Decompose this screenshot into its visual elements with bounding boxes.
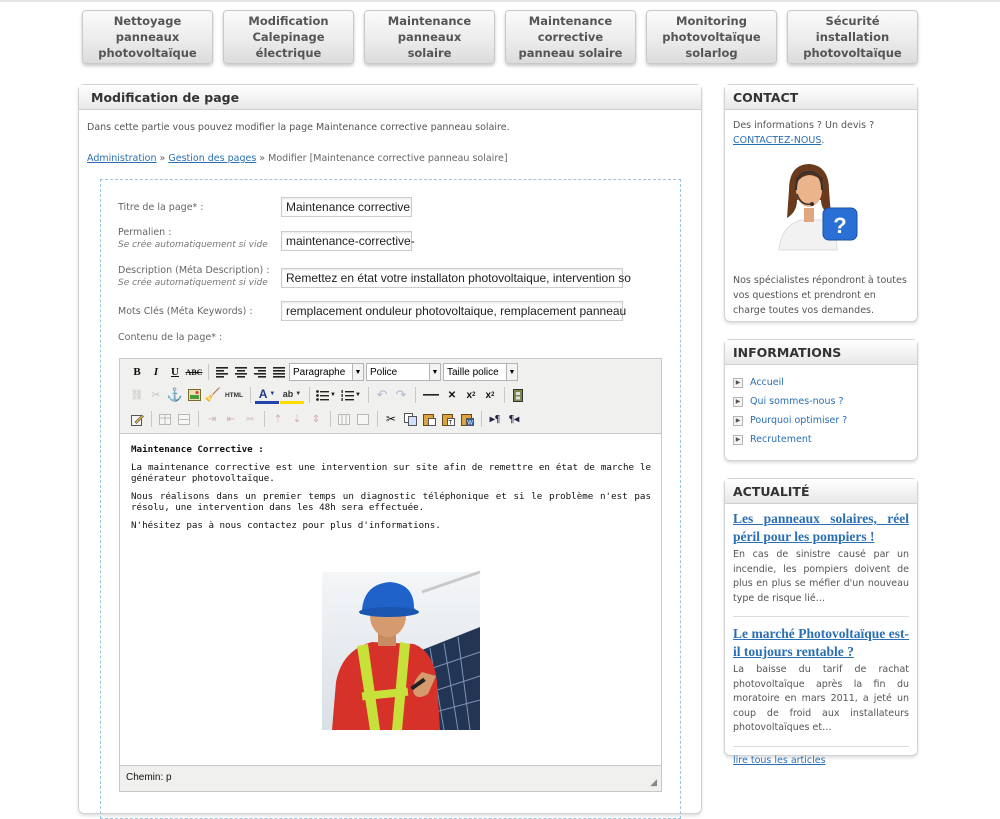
strikethrough-icon[interactable]: ABC [185,367,203,377]
content-heading: Maintenance Corrective : [131,444,264,455]
toolbar-separator [481,411,482,427]
align-justify-icon[interactable] [270,363,288,381]
svg-text:?: ? [833,213,847,238]
contact-title: CONTACT [725,85,917,110]
toolbar-separator [151,411,152,427]
toolbar-row-1 [128,362,520,382]
horizontal-rule-icon[interactable] [420,386,442,404]
highlight-color-icon[interactable]: ab ▼ [280,387,304,404]
breadcrumb-gestion-pages[interactable]: Gestion des pages [168,153,257,164]
row-after-icon[interactable]: ⇤ [226,413,236,425]
nav-maintenance-panneaux[interactable]: Maintenance panneaux solaire [364,10,495,64]
remove-format-icon[interactable]: ✕ [447,389,457,401]
redo-icon[interactable]: ↷ [395,387,407,402]
permalink-label [118,227,268,250]
paste-text-icon[interactable] [439,410,457,428]
anchor-icon[interactable]: ⚓ [166,387,184,402]
media-icon[interactable] [509,386,527,404]
text-color-icon[interactable]: A ▼ [255,387,279,404]
nav-monitoring[interactable]: Monitoring photovoltaïque solarlog [646,10,777,64]
table-icon[interactable] [156,410,174,428]
news-excerpt-1: En cas de sinistre causé par un incendie, les pompiers doivent de plus en plus se méfier d'un nouveau type de risque lié… [733,549,909,604]
informations-list [725,365,917,449]
intro-text: Dans cette partie vous pouvez modifier la page Maintenance corrective panneau solaire. [87,122,510,133]
nav-calepinage[interactable]: Modification Calepinage électrique [223,10,354,64]
permalink-input[interactable]: maintenance-corrective- [281,231,412,251]
edit-form [100,179,681,819]
toolbar-separator [208,364,209,380]
permalink-hint: Se crée automatiquement si vide [118,240,268,250]
contact-link[interactable]: CONTACTEZ-NOUS [733,135,822,146]
info-link-label: Accueil [750,377,784,388]
description-hint: Se crée automatiquement si vide [118,278,268,288]
description-input[interactable]: Remettez en état votre installaton photovoltaique, intervention so [281,268,623,288]
rtl-icon[interactable]: ¶◂ [508,413,520,425]
align-center-icon[interactable] [232,363,250,381]
info-link-accueil[interactable] [733,373,909,392]
svg-text:W: W [466,420,473,426]
subscript-icon[interactable]: x 2 [466,389,476,401]
title-label: Titre de la page* : [118,202,204,213]
chevron-down-icon: ▼ [330,392,336,398]
news-title-2[interactable]: Le marché Photovoltaïque est-il toujours rentable ? [733,626,909,659]
toolbar-row-3 [128,409,524,429]
row-before-icon[interactable]: ⇥ [207,413,217,425]
contact-intro [725,110,917,156]
chevron-right-icon: ▶ [733,435,743,445]
rich-text-editor [119,358,662,792]
editor-path: Chemin: p [126,772,172,783]
technician-photo [322,572,480,730]
actualite-box [724,478,918,766]
format-select[interactable] [289,363,364,381]
col-after-icon[interactable]: ⇣ [292,413,302,425]
toolbar-separator [198,411,199,427]
cut-icon[interactable]: ✂ [385,411,397,426]
actualite-title: ACTUALITÉ [725,479,917,504]
toolbar-separator [377,411,378,427]
toolbar-separator [250,387,251,403]
news-divider [733,616,909,617]
merge-cells-icon[interactable] [354,410,372,428]
editor-toolbar [120,359,661,434]
chevron-down-icon: ▼ [506,364,517,380]
content-paragraph-1: La maintenance corrective est une intervention sur site afin de remettre en état de marche le générateur photovoltaïque. [131,462,651,484]
chevron-down-icon: ▼ [355,392,361,398]
copy-icon[interactable] [401,410,419,428]
chevron-down-icon: ▼ [269,390,276,397]
breadcrumb-administration[interactable]: Administration [87,153,157,164]
font-size-select[interactable] [443,363,518,381]
contact-box [724,84,918,322]
link-icon[interactable]: ⛓ [130,389,144,401]
italic-icon[interactable]: I [153,366,159,378]
panel-title: Modification de page [79,85,701,110]
toolbar-row-2 [128,385,528,405]
chevron-right-icon: ▶ [733,416,743,426]
read-all-articles-link[interactable]: lire tous les articles [733,754,826,766]
contact-line1: Des informations ? Un devis ? [733,120,875,131]
permalink-label-text: Permalien : [118,227,172,238]
cleanup-icon[interactable]: 🧹 [204,387,222,402]
news-excerpt-2: La baisse du tarif de rachat photovoltaïque après la fin du moratoire en mars 2011, a jeté un coup de froid aux installateurs photovoltaïques et… [733,664,909,733]
info-link-label: Pourquoi optimiser ? [750,415,848,426]
bullet-list-icon[interactable] [314,386,338,404]
contact-body: Nos spécialistes répondront à toutes vos questions et prendront en charge toutes vos demandes. [733,275,907,316]
informations-title: INFORMATIONS [725,340,917,365]
chevron-down-icon: ▼ [429,364,440,380]
font-select-value: Police [370,366,398,378]
align-left-icon[interactable] [213,363,231,381]
news-title-1[interactable]: Les panneaux solaires, réel péril pour les pompiers ! [733,511,909,544]
news-list [725,504,917,766]
col-before-icon[interactable]: ⇡ [273,413,283,425]
toolbar-separator [264,411,265,427]
delete-row-icon[interactable]: ⇿ [245,413,255,425]
info-link-pourquoi-optimiser[interactable] [733,411,909,430]
table-props-icon[interactable] [175,410,193,428]
bold-icon[interactable]: B [133,366,141,378]
superscript-icon[interactable]: x 2 [485,389,495,401]
keywords-input[interactable]: remplacement onduleur photovoltaique, remplacement panneau [281,301,623,321]
info-link-label: Qui sommes-nous ? [750,396,844,407]
format-select-value: Paragraphe [293,366,346,378]
content-label: Contenu de la page* : [118,332,223,343]
split-cells-icon[interactable] [335,410,353,428]
info-link-recrutement[interactable] [733,430,909,449]
undo-icon[interactable]: ↶ [376,387,388,402]
news-divider [733,746,909,747]
breadcrumb-current: » Modifier [Maintenance corrective panneau solaire] [256,153,508,164]
top-navigation [82,10,922,64]
contact-dot: . [821,135,825,146]
underline-icon[interactable]: U [171,366,179,378]
info-link-qui-sommes-nous[interactable] [733,392,909,411]
font-size-select-value: Taille police [447,366,499,378]
title-input[interactable]: Maintenance corrective [281,197,412,217]
chevron-down-icon: ▼ [352,364,363,380]
edit-icon[interactable] [128,410,146,428]
description-label [118,265,269,288]
toolbar-separator [368,387,369,403]
paste-icon[interactable] [420,410,438,428]
editor-statusbar [120,765,661,791]
chevron-right-icon: ▶ [733,378,743,388]
chevron-down-icon: ▼ [295,390,302,397]
toolbar-separator [309,387,310,403]
breadcrumb [87,153,508,164]
nav-nettoyage[interactable]: Nettoyage panneaux photovoltaïque [82,10,213,64]
content-paragraph-3: N'hésitez pas à nous contactez pour plus d'informations. [131,520,441,531]
info-link-label: Recrutement [750,434,812,445]
resize-handle-icon[interactable]: ◢ [650,777,657,787]
breadcrumb-separator: » [156,153,169,164]
toolbar-separator [415,387,416,403]
toolbar-separator [504,387,505,403]
nav-maintenance-corrective[interactable]: Maintenance corrective panneau solaire [505,10,636,64]
html-source-icon[interactable]: HTML [224,391,244,399]
svg-text:T: T [448,420,452,426]
delete-col-icon[interactable]: ⇕ [311,413,321,425]
description-label-text: Description (Méta Description) : [118,265,270,276]
page-edit-panel [78,84,702,814]
editor-content[interactable] [131,444,651,538]
keywords-label: Mots Clés (Méta Keywords) : [118,306,253,317]
support-agent-image [775,160,865,250]
chevron-right-icon: ▶ [733,397,743,407]
unlink-icon[interactable]: ✂ [151,389,161,401]
ltr-icon[interactable]: ▸¶ [489,413,501,425]
informations-box [724,339,918,461]
content-paragraph-2: Nous réalisons dans un premier temps un diagnostic téléphonique et si le problème n'est pas résolu, une intervention dans les 48h sera effectuée. [131,491,651,513]
numbered-list-icon[interactable] [339,386,363,404]
top-border [0,0,1000,2]
nav-securite[interactable]: Sécurité installation photovoltaïque [787,10,918,64]
align-right-icon[interactable] [251,363,269,381]
image-icon[interactable] [185,386,203,404]
toolbar-separator [330,411,331,427]
font-select[interactable] [366,363,441,381]
paste-word-icon[interactable] [458,410,476,428]
